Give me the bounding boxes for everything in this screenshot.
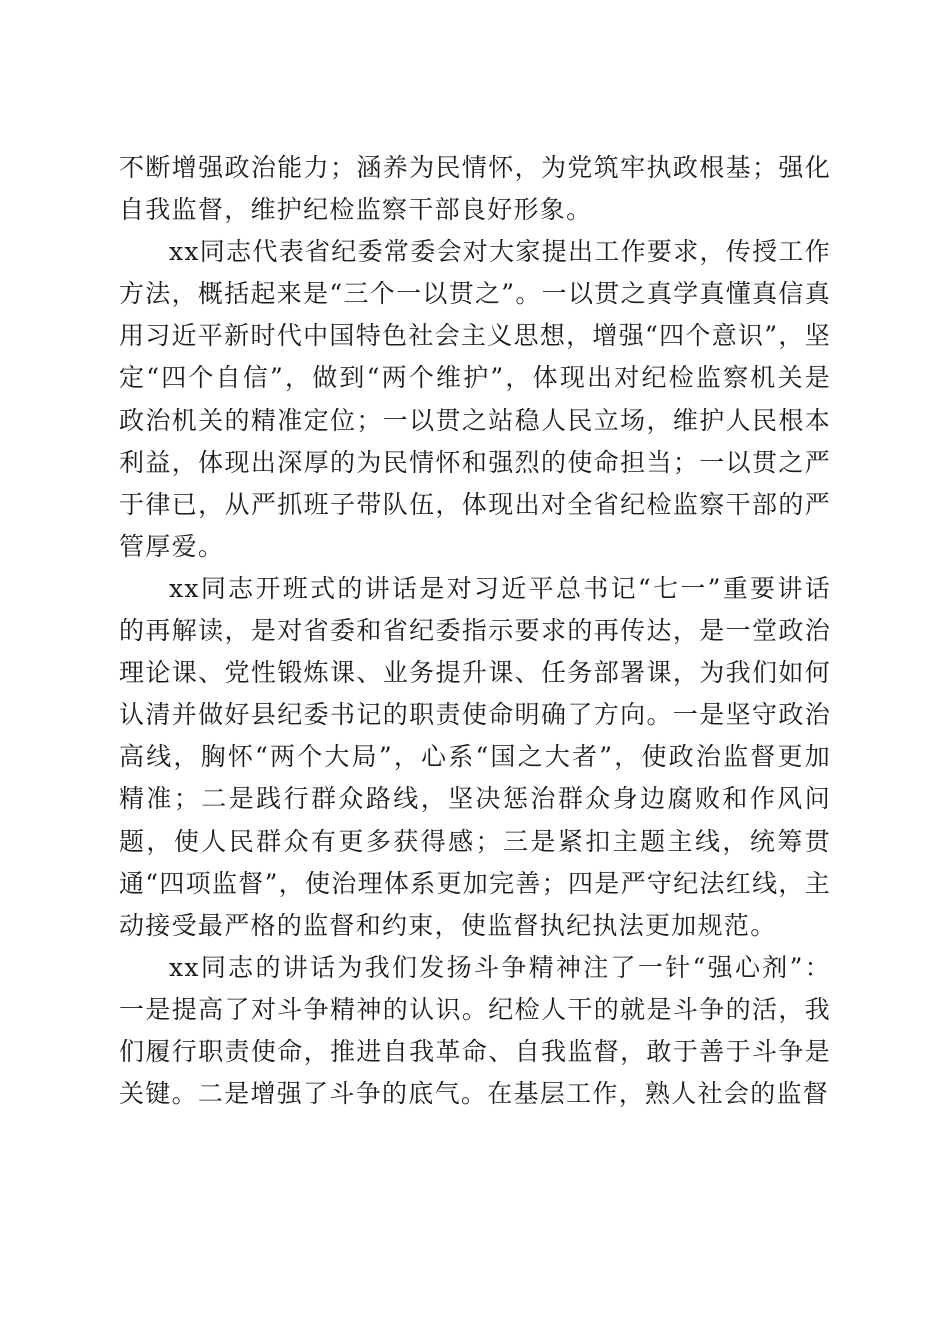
paragraph-2: xx同志代表省纪委常委会对大家提出工作要求，传授工作方法，概括起来是“三个一以贯之”。一以贯之真学真懂真信真用习近平新时代中国特色社会主义思想，增强“四个意识”，坚定“四个自信”，做到“两个维护”，体现出对纪检监察机关是政治机关的精准定位；一以贯之站稳人民立场，维护人民根本利益，体现出深厚的为民情怀和强烈的使命担当；一以贯之严于律已，从严抓班子带队伍，体现出对全省纪检监察干部的严管厚爱。 <box>119 237 832 561</box>
paragraph-3: xx同志开班式的讲话是对习近平总书记“七一”重要讲话的再解读，是对省委和省纪委指示要求的再传达，是一堂政治理论课、党性锻炼课、业务提升课、任务部署课，为我们如何认清并做好县纪委书记的职责使命明确了方向。一是坚守政治高线，胸怀“两个大局”，心系“国之大者”，使政治监督更加精准；二是践行群众路线，坚决惩治群众身边腐败和作风问题，使人民群众有更多获得感；三是紧扣主题主线，统筹贯通“四项监督”，使治理体系更加完善；四是严守纪法红线，主动接受最严格的监督和约束，使监督执纪执法更加规范。 <box>119 573 831 940</box>
paragraph-1: 不断增强政治能力；涵养为民情怀，为党筑牢执政根基；强化自我监督，维护纪检监察干部良好形象。 <box>119 153 831 225</box>
paragraph-4: xx同志的讲话为我们发扬斗争精神注了一针“强心剂”：一是提高了对斗争精神的认识。纪检人干的就是斗争的活，我们履行职责使命，推进自我革命、自我监督，敢于善于斗争是关键。二是增强了斗争的底气。在基层工作，熟人社会的监督 <box>119 952 831 1109</box>
document-body <box>119 147 831 1115</box>
